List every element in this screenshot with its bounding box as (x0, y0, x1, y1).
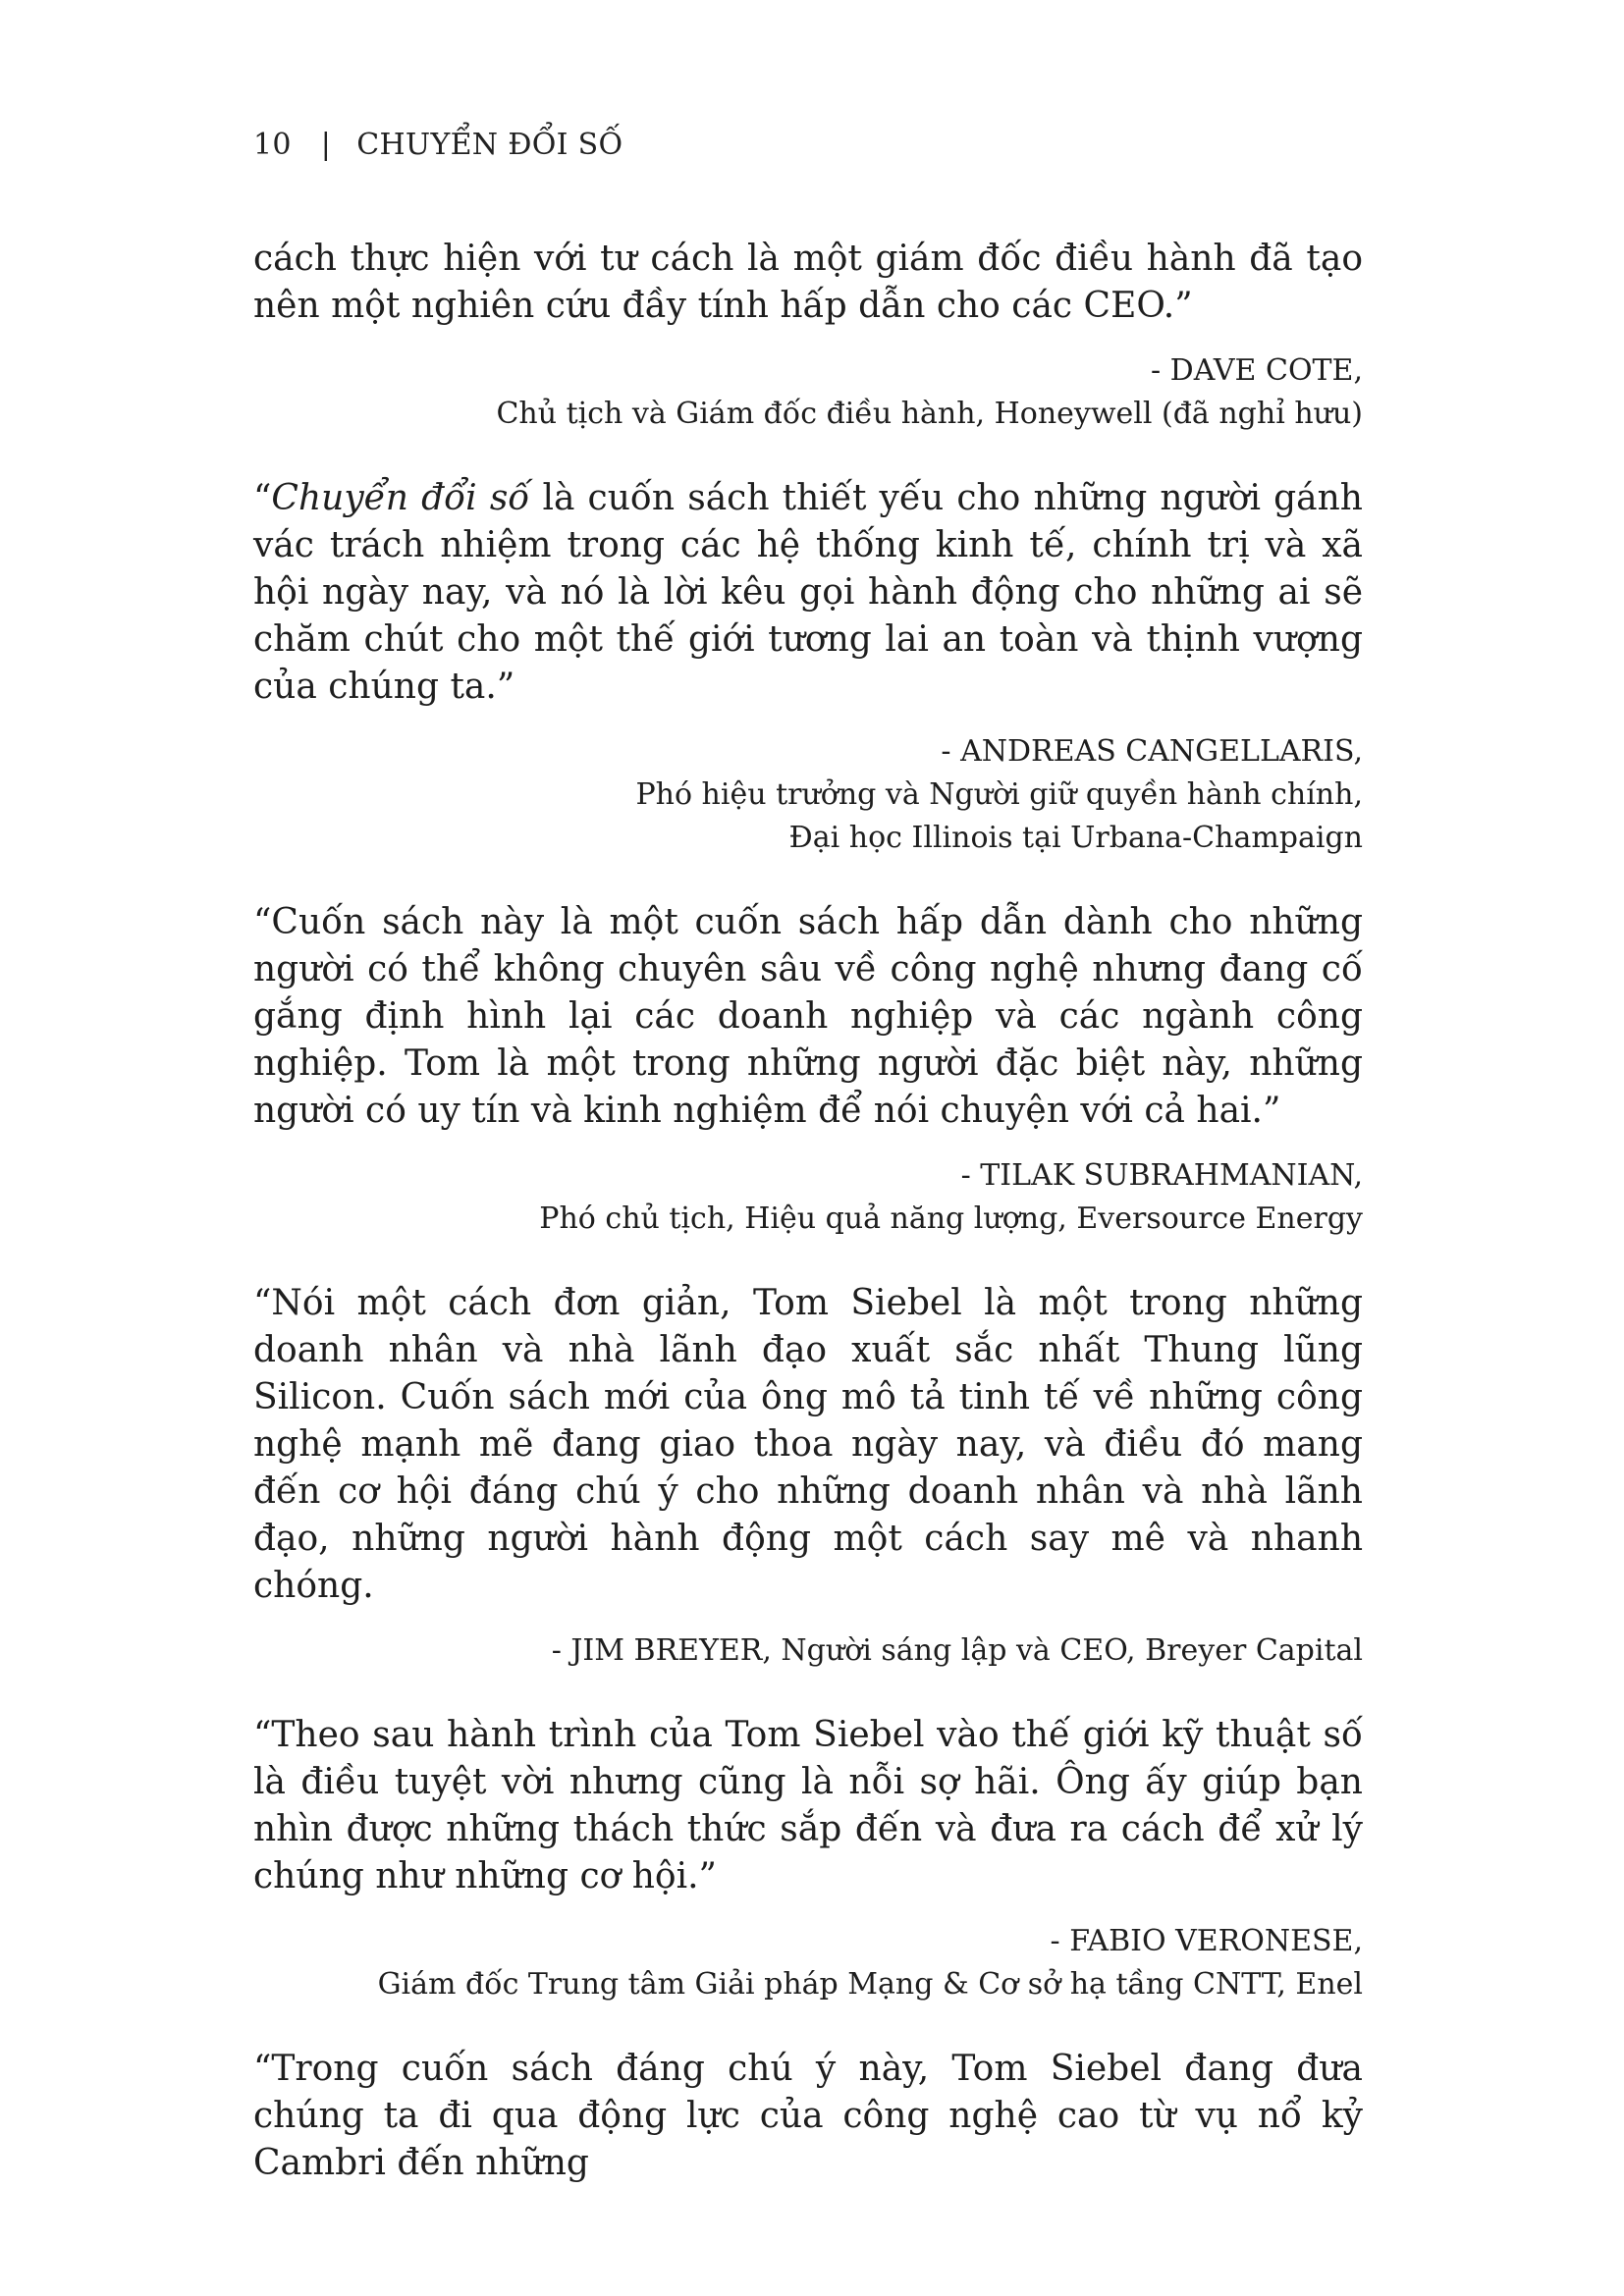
quote-mark: “ (253, 478, 272, 518)
attribution-name: - DAVE COTE, (1151, 353, 1363, 388)
header-separator: | (320, 128, 332, 162)
testimonial-attribution (253, 1920, 1363, 2006)
running-header (253, 128, 623, 162)
testimonial-quote (253, 2046, 1363, 2187)
attribution-organization: Đại học Illinois tại Urbana-Champaign (788, 821, 1363, 855)
quote-text: là cuốn sách thiết yếu cho những người gánh vác trách nhiệm trong các hệ thống kinh tế, chính trị và xã hội ngày nay, và nó là lời kêu gọi hành động cho những ai sẽ chăm chút cho một thế giới tương lai an toàn và thịnh vượng của chúng ta.” (253, 478, 1363, 707)
quote-text: “Trong cuốn sách đáng chú ý này, Tom Siebel đang đưa chúng ta đi qua động lực của công nghệ cao từ vụ nổ kỷ Cambri đến những (253, 2049, 1363, 2183)
testimonial-attribution (253, 730, 1363, 860)
book-title: CHUYỂN ĐỔI SỐ (356, 128, 623, 162)
quote-text: “Nói một cách đơn giản, Tom Siebel là một trong những doanh nhân và nhà lãnh đạo xuất sắc nhất Thung lũng Silicon. Cuốn sách mới của ông mô tả tinh tế về những công nghệ mạnh mẽ đang giao thoa ngày nay, và điều đó mang đến cơ hội đáng chú ý cho những doanh nhân và nhà lãnh đạo, những người hành động một cách say mê và nhanh chóng. (253, 1283, 1363, 1606)
testimonial-attribution (253, 1154, 1363, 1241)
attribution-name: - JIM BREYER, Người sáng lập và CEO, Breyer Capital (551, 1633, 1363, 1668)
testimonials (253, 236, 1363, 2187)
testimonial-quote (253, 236, 1363, 330)
attribution-title: Chủ tịch và Giám đốc điều hành, Honeywell (đã nghỉ hưu) (496, 397, 1363, 431)
testimonial-quote (253, 475, 1363, 711)
attribution-name: - TILAK SUBRAHMANIAN, (960, 1158, 1363, 1193)
attribution-name: - ANDREAS CANGELLARIS, (941, 734, 1363, 769)
attribution-title: Phó chủ tịch, Hiệu quả năng lượng, Eversource Energy (539, 1201, 1363, 1236)
testimonial-quote (253, 899, 1363, 1135)
attribution-name: - FABIO VERONESE, (1050, 1924, 1363, 1958)
quote-text: “Theo sau hành trình của Tom Siebel vào thế giới kỹ thuật số là điều tuyệt vời nhưng cũng là nỗi sợ hãi. Ông ấy giúp bạn nhìn được những thách thức sắp đến và đưa ra cách để xử lý chúng như những cơ hội.” (253, 1715, 1363, 1896)
quote-text: “Cuốn sách này là một cuốn sách hấp dẫn dành cho những người có thể không chuyên sâu về công nghệ nhưng đang cố gắng định hình lại các doanh nghiệp và các ngành công nghiệp. Tom là một trong những người đặc biệt này, những người có uy tín và kinh nghiệm để nói chuyện với cả hai.” (253, 902, 1363, 1131)
quote-book-title-italic: Chuyển đổi số (271, 478, 530, 518)
testimonial-attribution (253, 349, 1363, 436)
attribution-title: Giám đốc Trung tâm Giải pháp Mạng & Cơ sở hạ tầng CNTT, Enel (377, 1967, 1363, 2002)
testimonial-attribution (253, 1629, 1363, 1673)
page-number: 10 (253, 128, 292, 162)
attribution-title: Phó hiệu trưởng và Người giữ quyền hành chính, (635, 777, 1363, 812)
quote-text: cách thực hiện với tư cách là một giám đốc điều hành đã tạo nên một nghiên cứu đầy tính hấp dẫn cho các CEO.” (253, 239, 1363, 326)
testimonial-quote (253, 1712, 1363, 1900)
testimonial-quote (253, 1280, 1363, 1610)
